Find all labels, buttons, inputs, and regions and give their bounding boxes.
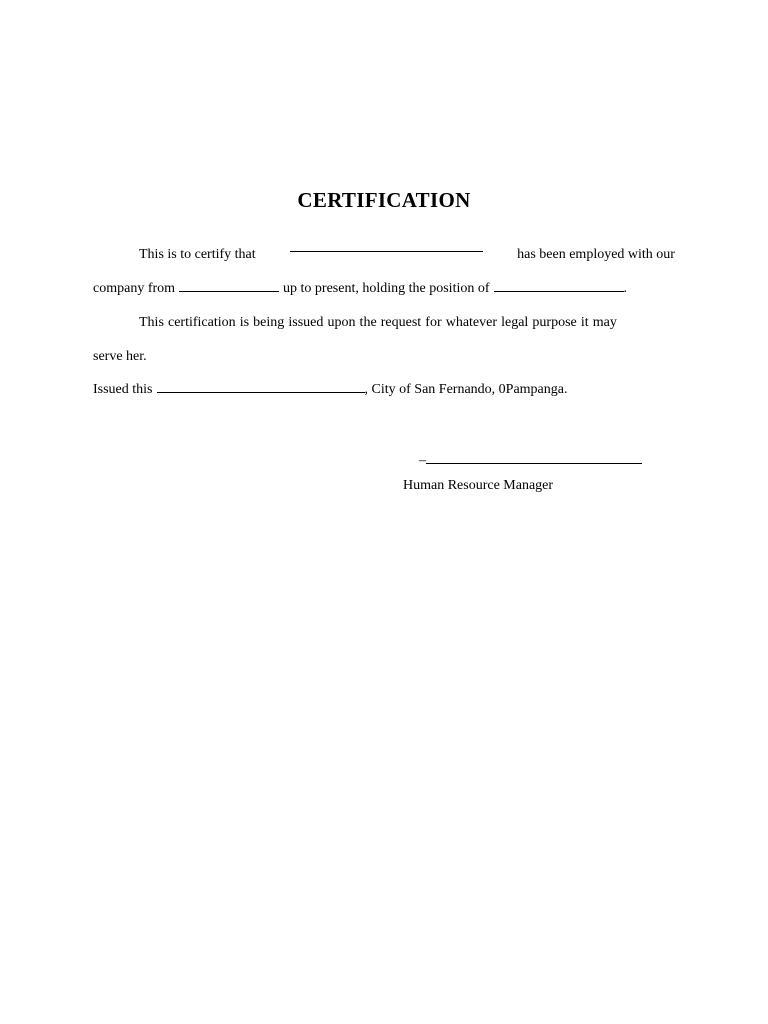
signature-blank [426, 450, 642, 464]
serve-text: serve her. [93, 349, 147, 364]
start-date-blank [179, 278, 279, 292]
employed-text: has been employed with our [517, 247, 675, 262]
employee-name-blank [290, 238, 483, 252]
signature-line [419, 450, 642, 469]
issued-date-blank [157, 379, 365, 393]
document-body [93, 238, 675, 406]
signature-dash: – [419, 453, 426, 468]
issued-prefix: Issued this [93, 382, 153, 397]
position-blank [494, 278, 624, 292]
period-text: . [623, 281, 628, 296]
position-text: up to present, holding the position of [283, 281, 490, 296]
company-from-text: company from [93, 281, 176, 296]
certify-line [93, 238, 675, 272]
issued-line [93, 374, 675, 406]
company-line [93, 272, 675, 306]
serve-line [93, 340, 675, 374]
issued-suffix: , City of San Fernando, 0Pampanga. [364, 382, 568, 397]
purpose-text: This certification is being issued upon the request for whatever legal purpose it may [139, 315, 617, 330]
signatory-role: Human Resource Manager [403, 478, 554, 493]
certify-text: This is to certify that [139, 247, 256, 262]
document-title: CERTIFICATION [297, 188, 471, 212]
purpose-line [93, 306, 675, 340]
